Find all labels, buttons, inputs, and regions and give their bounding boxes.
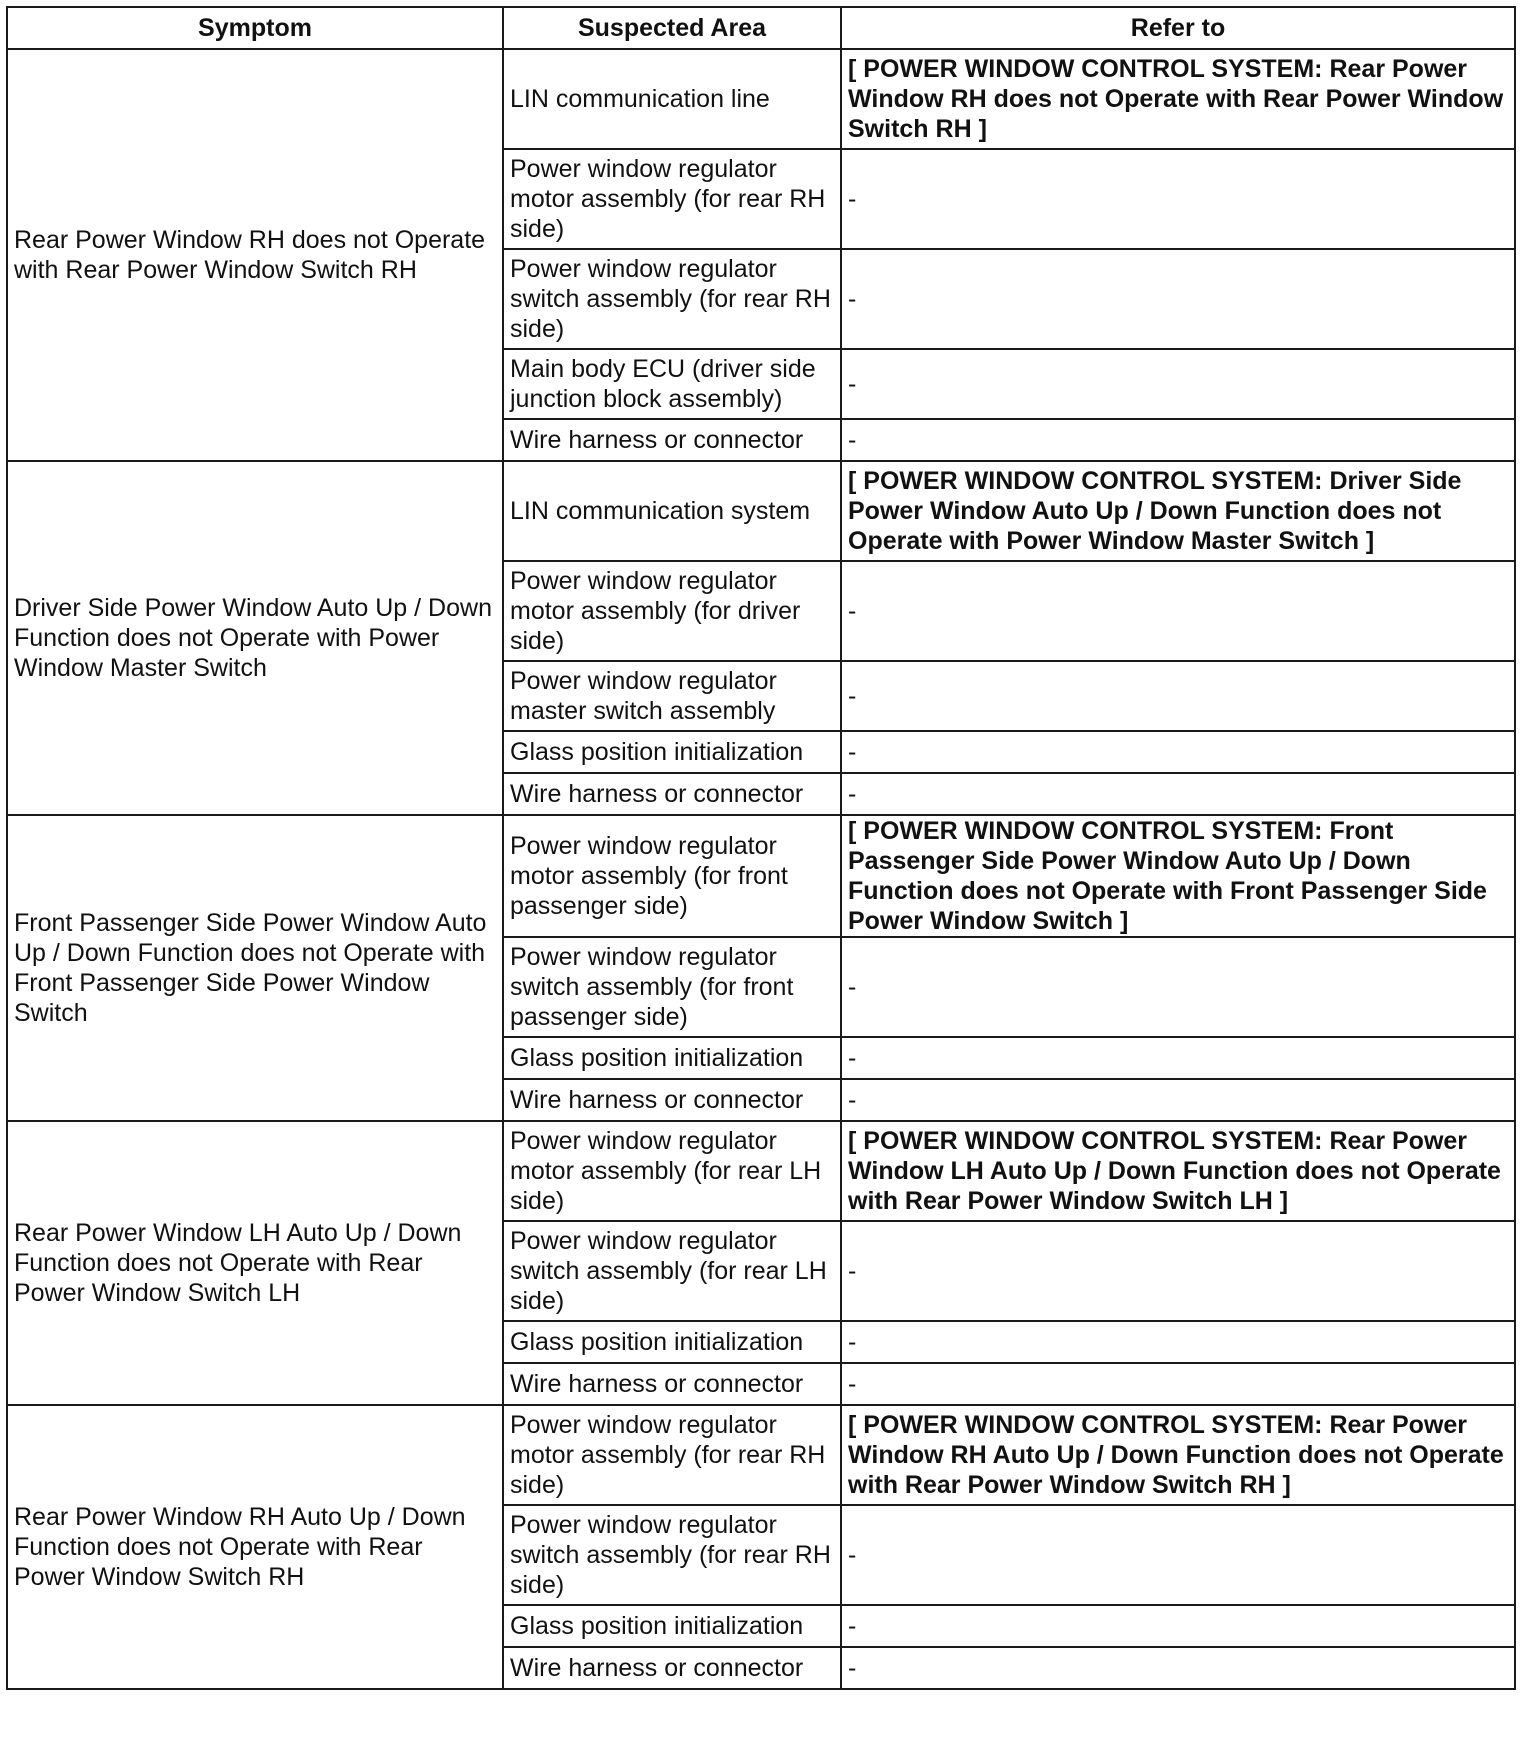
refer-to-cell: [ POWER WINDOW CONTROL SYSTEM: Rear Power Window LH Auto Up / Down Function does not Operate with Rear Power Window Switch LH ] [841,1121,1515,1221]
table-row [7,49,1515,149]
symptom-cell: Driver Side Power Window Auto Up / Down Function does not Operate with Power Window Master Switch [7,461,503,815]
symptom-cell: Rear Power Window RH does not Operate with Rear Power Window Switch RH [7,49,503,461]
refer-to-cell: [ POWER WINDOW CONTROL SYSTEM: Driver Side Power Window Auto Up / Down Function does not Operate with Power Window Master Switch ] [841,461,1515,561]
refer-to-cell: - [841,349,1515,419]
refer-to-cell: - [841,1363,1515,1405]
table-row [7,461,1515,561]
suspected-area-cell: Glass position initialization [503,1037,841,1079]
header-symptom: Symptom [7,7,503,49]
refer-to-cell: - [841,419,1515,461]
symptom-cell: Front Passenger Side Power Window Auto Up / Down Function does not Operate with Front Passenger Side Power Window Switch [7,815,503,1121]
refer-to-cell: - [841,1647,1515,1689]
refer-to-cell: [ POWER WINDOW CONTROL SYSTEM: Front Passenger Side Power Window Auto Up / Down Function does not Operate with Front Passenger Side Power Window Switch ] [841,815,1515,937]
suspected-area-cell: Power window regulator motor assembly (for driver side) [503,561,841,661]
refer-to-cell: - [841,661,1515,731]
refer-to-cell: [ POWER WINDOW CONTROL SYSTEM: Rear Power Window RH does not Operate with Rear Power Window Switch RH ] [841,49,1515,149]
refer-to-cell: - [841,1079,1515,1121]
refer-to-cell: - [841,773,1515,815]
refer-to-cell: - [841,1605,1515,1647]
suspected-area-cell: Wire harness or connector [503,1363,841,1405]
troubleshooting-table [6,6,1516,1690]
refer-to-cell: - [841,731,1515,773]
header-row [7,7,1515,49]
suspected-area-cell: Power window regulator master switch assembly [503,661,841,731]
suspected-area-cell: LIN communication system [503,461,841,561]
suspected-area-cell: Wire harness or connector [503,773,841,815]
table-row [7,815,1515,937]
suspected-area-cell: Power window regulator motor assembly (for front passenger side) [503,815,841,937]
symptom-cell: Rear Power Window RH Auto Up / Down Function does not Operate with Rear Power Window Switch RH [7,1405,503,1689]
header-suspected-area: Suspected Area [503,7,841,49]
suspected-area-cell: Main body ECU (driver side junction block assembly) [503,349,841,419]
suspected-area-cell: Power window regulator motor assembly (for rear RH side) [503,1405,841,1505]
refer-to-cell: [ POWER WINDOW CONTROL SYSTEM: Rear Power Window RH Auto Up / Down Function does not Operate with Rear Power Window Switch RH ] [841,1405,1515,1505]
suspected-area-cell: Glass position initialization [503,731,841,773]
suspected-area-cell: Wire harness or connector [503,1079,841,1121]
suspected-area-cell: Power window regulator switch assembly (for front passenger side) [503,937,841,1037]
suspected-area-cell: Wire harness or connector [503,1647,841,1689]
refer-to-cell: - [841,1505,1515,1605]
suspected-area-cell: Power window regulator motor assembly (for rear RH side) [503,149,841,249]
refer-to-cell: - [841,1321,1515,1363]
table-row [7,1405,1515,1505]
refer-to-cell: - [841,1221,1515,1321]
table-row [7,1121,1515,1221]
suspected-area-cell: Glass position initialization [503,1321,841,1363]
refer-to-cell: - [841,249,1515,349]
refer-to-cell: - [841,149,1515,249]
suspected-area-cell: Power window regulator switch assembly (for rear RH side) [503,1505,841,1605]
suspected-area-cell: LIN communication line [503,49,841,149]
suspected-area-cell: Power window regulator motor assembly (for rear LH side) [503,1121,841,1221]
symptom-cell: Rear Power Window LH Auto Up / Down Function does not Operate with Rear Power Window Switch LH [7,1121,503,1405]
suspected-area-cell: Wire harness or connector [503,419,841,461]
header-refer-to: Refer to [841,7,1515,49]
refer-to-cell: - [841,1037,1515,1079]
refer-to-cell: - [841,561,1515,661]
suspected-area-cell: Power window regulator switch assembly (for rear RH side) [503,249,841,349]
suspected-area-cell: Glass position initialization [503,1605,841,1647]
refer-to-cell: - [841,937,1515,1037]
suspected-area-cell: Power window regulator switch assembly (for rear LH side) [503,1221,841,1321]
